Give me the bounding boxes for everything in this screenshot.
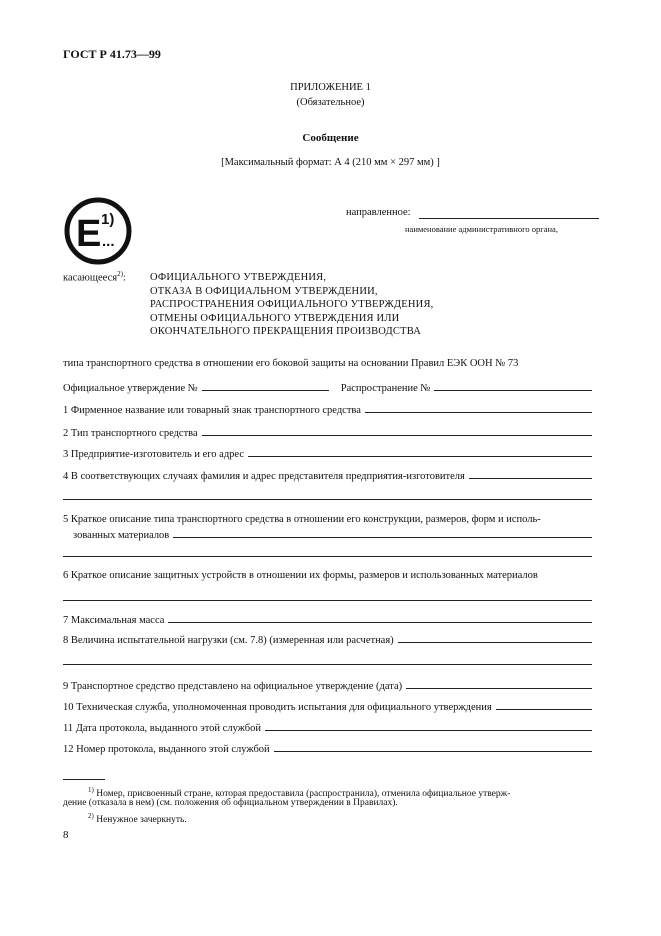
e-mark-icon <box>63 196 133 266</box>
field-label: 11 Дата протокола, выданного этой службой <box>63 723 262 734</box>
approval-row <box>63 380 592 394</box>
annex-subtitle: (Обязательное) <box>296 97 365 108</box>
field-input-line[interactable] <box>469 478 592 479</box>
field-label: 2 Тип транспортного средства <box>63 428 198 439</box>
field-label: зованных материалов <box>73 530 170 541</box>
field-row-9 <box>63 678 592 692</box>
concerning-item: ОТМЕНЫ ОФИЦИАЛЬНОГО УТВЕРЖДЕНИЯ ИЛИ <box>150 312 400 324</box>
extension-number-field[interactable] <box>434 390 592 391</box>
field-label: 4 В соответствующих случаях фамилия и адрес представителя предприятия-изготовителя <box>63 471 465 482</box>
field-row-10 <box>63 699 592 713</box>
field-input-line[interactable] <box>406 688 592 689</box>
field-input-line[interactable] <box>365 412 592 413</box>
field-row-11 <box>63 720 592 734</box>
field-label: 12 Номер протокола, выданного этой службой <box>63 744 270 755</box>
footnote-1-continuation: дение (отказала в нем) (см. положения об официальном утверждении в Правилах). <box>63 798 398 808</box>
field-label: 3 Предприятие-изготовитель и его адрес <box>63 449 245 460</box>
field-row-5 <box>73 527 592 541</box>
field-row-1 <box>63 402 592 416</box>
field-row-4 <box>63 468 592 482</box>
field-label: 6 Краткое описание защитных устройств в отношении их формы, размеров и использованных материалов <box>63 570 538 581</box>
concerning-item: ОКОНЧАТЕЛЬНОГО ПРЕКРАЩЕНИЯ ПРОИЗВОДСТВА <box>150 326 422 337</box>
document-code: ГОСТ Р 41.73—99 <box>63 47 161 61</box>
field-continuation-line[interactable] <box>63 499 592 500</box>
footnote-1: $^{1)}$ Номер, присвоенный стране, которая предоставила (распространила), отменила официальное утверж- <box>88 786 511 800</box>
field-label: 10 Техническая служба, уполномоченная проводить испытания для официального утверждения <box>63 702 492 713</box>
intro-text: типа транспортного средства в отношении его боковой защиты на основании Правил ЕЭК ООН № 73 <box>63 358 519 369</box>
annex-title: ПРИЛОЖЕНИЕ 1 <box>290 82 371 93</box>
e-mark-dots: ... <box>102 233 115 250</box>
field-label: 7 Максимальная масса <box>63 615 165 626</box>
field-row-3 <box>63 446 592 460</box>
field-row-2 <box>63 425 592 439</box>
field-input-line[interactable] <box>202 435 592 436</box>
field-continuation-line[interactable] <box>63 600 592 601</box>
footnote-2: $^{2)}$ Ненужное зачеркнуть. <box>88 812 187 826</box>
field-label: 1 Фирменное название или товарный знак транспортного средства <box>63 405 361 416</box>
e-mark-letter: E <box>76 213 102 255</box>
field-continuation-line[interactable] <box>63 664 592 665</box>
message-title: Сообщение <box>302 132 359 144</box>
format-note: [Максимальный формат: А 4 (210 мм × 297 мм) ] <box>221 157 440 168</box>
concerning-item: ОФИЦИАЛЬНОГО УТВЕРЖДЕНИЯ, <box>150 272 327 283</box>
field-label: 9 Транспортное средство представлено на официальное утверждение (дата) <box>63 681 403 692</box>
approval-mark-emblem <box>63 196 133 266</box>
e-mark-superscript: 1) <box>101 211 115 228</box>
field-input-line[interactable] <box>274 751 592 752</box>
concerning-label: касающееся$^{2)}$: <box>63 270 126 284</box>
field-row-8 <box>63 632 592 646</box>
sent-to-label: направленное: <box>346 207 411 218</box>
field-label: 8 Величина испытательной нагрузки (см. 7.8) (измеренная или расчетная) <box>63 635 394 646</box>
field-label: 5 Краткое описание типа транспортного средства в отношении его конструкции, размеров, форм и исполь- <box>63 514 541 525</box>
sent-to-note: наименование административного органа, <box>405 224 558 234</box>
field-input-line[interactable] <box>173 537 592 538</box>
field-row-12 <box>63 741 592 755</box>
field-input-line[interactable] <box>265 730 592 731</box>
approval-number-label: Официальное утверждение № <box>63 383 198 394</box>
concerning-item: ОТКАЗА В ОФИЦИАЛЬНОМ УТВЕРЖДЕНИИ, <box>150 285 378 297</box>
field-row-7 <box>63 612 592 626</box>
concerning-item: РАСПРОСТРАНЕНИЯ ОФИЦИАЛЬНОГО УТВЕРЖДЕНИЯ, <box>150 299 434 310</box>
field-input-line[interactable] <box>398 642 592 643</box>
sent-to-field[interactable] <box>419 218 599 219</box>
field-continuation-line[interactable] <box>63 556 592 557</box>
footnote-separator <box>63 779 105 780</box>
page-number: 8 <box>63 829 69 841</box>
approval-number-field[interactable] <box>202 390 329 391</box>
field-input-line[interactable] <box>248 456 592 457</box>
field-input-line[interactable] <box>496 709 592 710</box>
field-input-line[interactable] <box>168 622 592 623</box>
concerning-list <box>150 271 434 339</box>
extension-number-label: Распространение № <box>340 383 431 394</box>
